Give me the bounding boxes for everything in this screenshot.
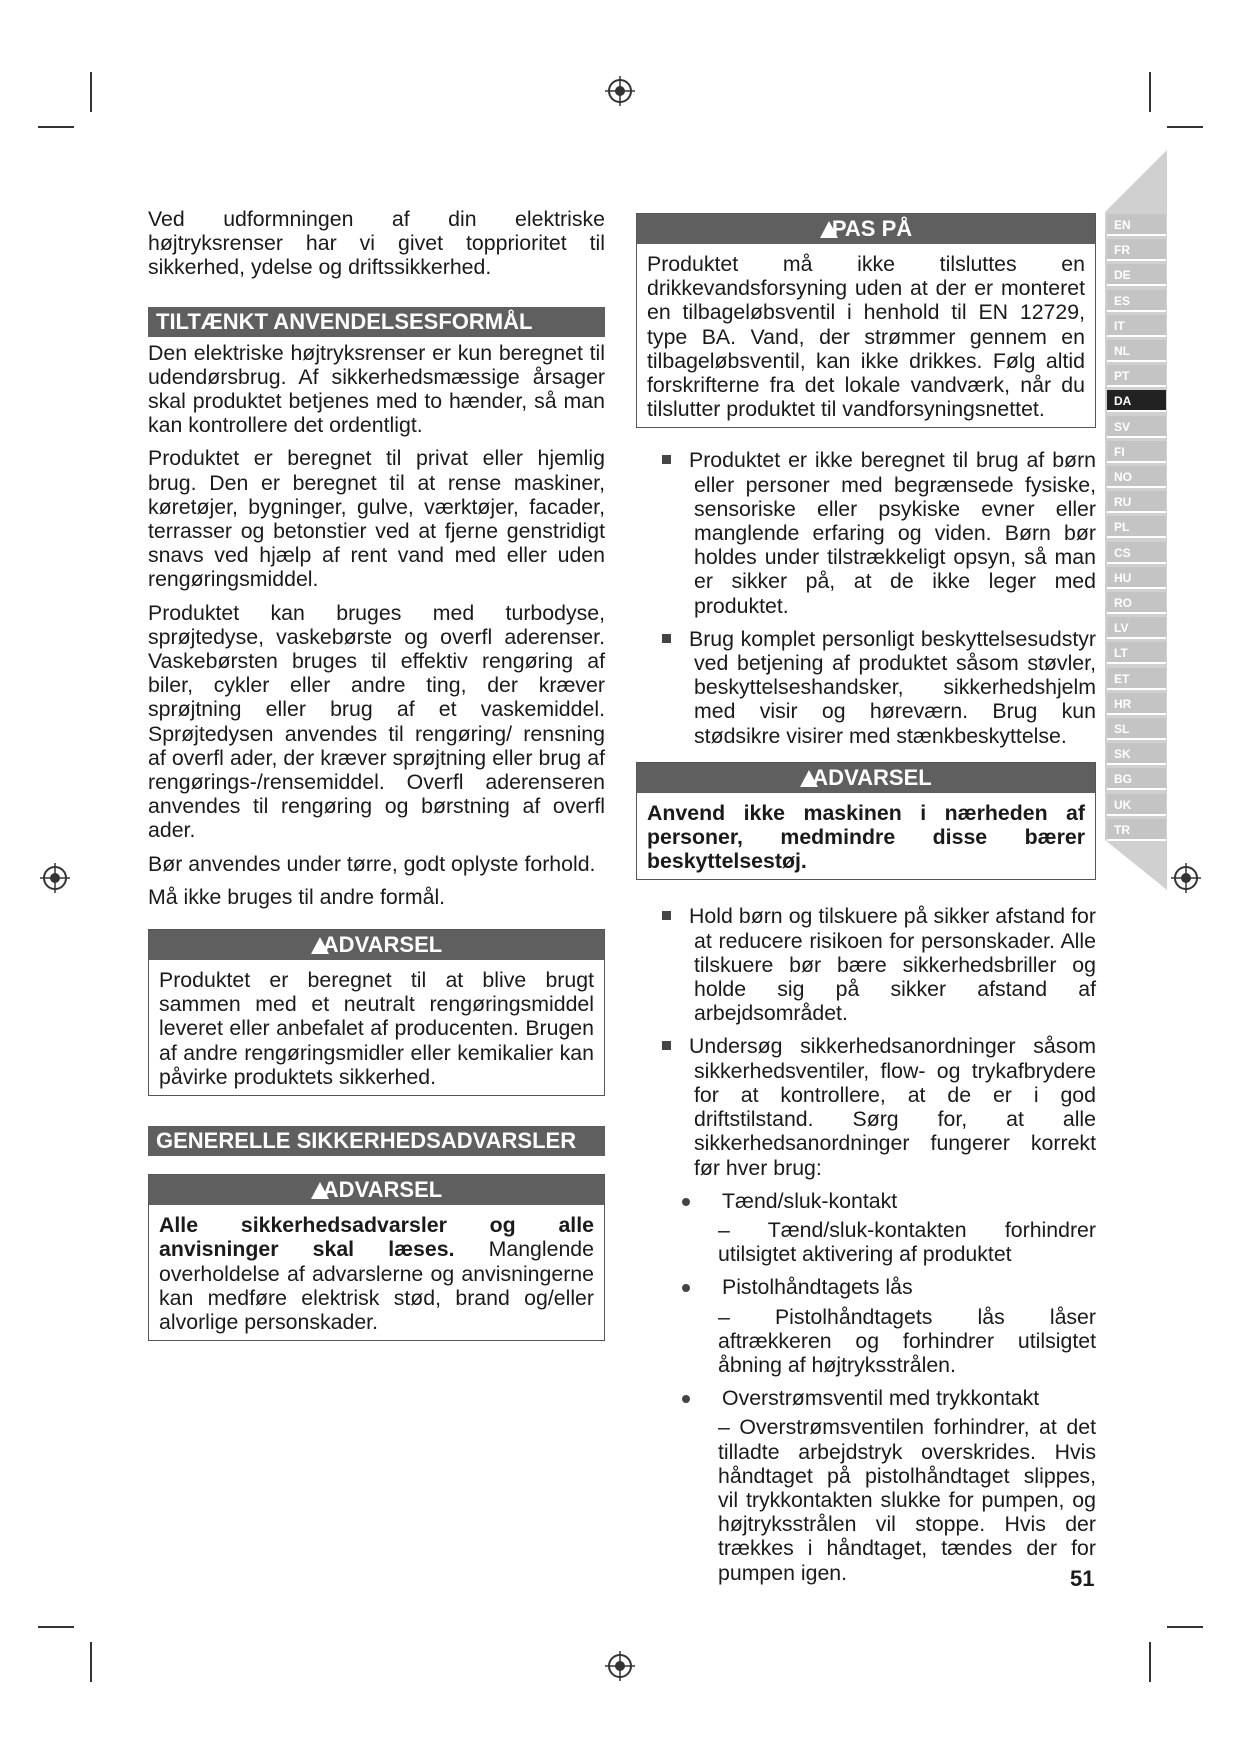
- language-tab-nl: NL: [1107, 340, 1166, 362]
- language-tab-pl: PL: [1107, 516, 1166, 538]
- registration-mark-icon: [605, 1651, 635, 1681]
- warning-box: [148, 929, 605, 1096]
- square-bullet-icon: [662, 1041, 671, 1050]
- bullet-list: [636, 448, 1096, 747]
- list-item: Brug komplet personligt beskyttelsesudstyr ved betjening af produktet såsom støvler, beskyttelseshandsker, sikkerhedshjelm med visir og høreværn. Brug kun stødsikre visirer med stænkbeskyttelse.: [662, 627, 1096, 748]
- paragraph: Produktet kan bruges med turbodyse, sprøjtedyse, vaskebørste og overfl aderenser. Vaskebørsten bruges til effektiv rengøring af biler, cykler eller andre ting, der kræver sprøjtning eller brug af et vaskemiddel. Sprøjtedysen anvendes til rengøring/ rensning af overfl ader, der kræver sprøjtning eller brug af rengørings-/rensemiddel. Overfl aderenseren anvendes til rengøring og børstning af overfl ader.: [148, 600, 605, 843]
- crop-mark: [90, 72, 92, 112]
- round-bullet-icon: [682, 1284, 690, 1292]
- language-tab-ru: RU: [1107, 491, 1166, 513]
- paragraph: Må ikke bruges til andre formål.: [148, 884, 446, 909]
- page-number: 51: [1070, 1566, 1095, 1591]
- language-tab-da: DA: [1107, 390, 1166, 412]
- device-item: Tænd/sluk-kontakt: [662, 1189, 1096, 1213]
- square-bullet-icon: [662, 634, 671, 643]
- paragraph: Den elektriske højtryksrenser er kun beregnet til udendørsbrug. Af sikkerhedsmæssige årsager skal produktet betjenes med to hænder, så man kan kontrollere det ordentligt.: [148, 340, 605, 438]
- language-tab-ro: RO: [1107, 592, 1166, 614]
- round-bullet-icon: [682, 1198, 690, 1206]
- language-tab-hu: HU: [1107, 567, 1166, 589]
- warning-text: Anvend ikke maskinen i nærheden af personer, medmindre disse bærer beskyttelsestøj.: [647, 800, 1085, 874]
- paragraph: Produktet er beregnet til privat eller hjemlig brug. Den er beregnet til at rense maskiner, køretøjer, bygninger, gulve, værktøjer, facader, terrasser og betonstier ved at fjerne genstridigt snavs ved hjælp af rent vand med eller uden rengøringsmiddel.: [148, 446, 605, 592]
- language-tab-uk: UK: [1107, 794, 1166, 816]
- warning-text: Manglende overholdelse af advarslerne og anvisningerne kan medføre elektrisk stød, brand og/eller alvorlige personskader.: [159, 1237, 594, 1334]
- device-description: – Tænd/sluk-kontakten forhindrer utilsigtet aktivering af produktet: [718, 1217, 1096, 1267]
- warning-box: [636, 762, 1096, 881]
- language-tab-no: NO: [1107, 466, 1166, 488]
- language-tab-fi: FI: [1107, 441, 1166, 463]
- warning-bold-text: Alle sikkerhedsadvarsler og alle anvisninger skal læses.: [159, 1213, 594, 1262]
- language-tab-hr: HR: [1107, 693, 1166, 715]
- device-item: Overstrømsventil med trykkontakt: [662, 1386, 1096, 1410]
- square-bullet-icon: [662, 911, 671, 920]
- warning-title: ADVARSEL: [322, 1177, 443, 1203]
- language-tab-en: EN: [1107, 214, 1166, 236]
- crop-mark: [90, 1642, 92, 1682]
- list-item: Hold børn og tilskuere på sikker afstand for at reducere risikoen for personskader. Alle tilskuere bør bære sikkerhedsbriller og holde sig på sikker afstand af arbejdsområdet.: [662, 904, 1096, 1025]
- right-column: [636, 213, 1096, 1594]
- language-tab-de: DE: [1107, 264, 1166, 286]
- crop-mark: [1149, 1642, 1151, 1682]
- language-tab-sl: SL: [1107, 718, 1166, 740]
- caution-text: Produktet må ikke tilsluttes en drikkevandsforsyning uden at der er monteret en tilbageløbsventil i henhold til EN 12729, type BA. Vand, der strømmer gennem en tilbageløbsventil, kan ikke drikkes. Følg altid forskrifterne fra det lokale vandværk, når du tilslutter produktet til vandforsyningsnettet.: [647, 252, 1085, 422]
- language-tab-lt: LT: [1107, 642, 1166, 664]
- language-tab-es: ES: [1107, 290, 1166, 312]
- language-tab-tr: TR: [1107, 819, 1166, 841]
- crop-mark: [38, 126, 74, 128]
- warning-box: [148, 1174, 605, 1341]
- bullet-list: [636, 904, 1096, 1584]
- paragraph: Bør anvendes under tørre, godt oplyste forhold.: [148, 851, 596, 876]
- square-bullet-icon: [662, 455, 671, 464]
- caution-box: [636, 213, 1096, 428]
- device-description: – Pistolhåndtagets lås låser aftrækkeren og forhindrer utilsigtet åbning af højtryksstrålen.: [718, 1304, 1096, 1377]
- crop-mark: [1167, 1626, 1203, 1628]
- section-heading: GENERELLE SIKKERHEDSADVARSLER: [148, 1126, 605, 1156]
- warning-text: Produktet er beregnet til at blive brugt sammen med et neutralt rengøringsmiddel leveret eller anbefalet af producenten. Brugen af andre rengøringsmidler eller kemikalier kan påvirke produktets sikkerhed.: [159, 968, 594, 1089]
- registration-mark-icon: [1171, 863, 1201, 893]
- crop-mark: [1149, 72, 1151, 112]
- device-description: – Overstrømsventilen forhindrer, at det tilladte arbejdstryk overskrides. Hvis håndtaget på pistolhåndtaget slippes, vil trykkontakten slukke for pumpen, og højtryksstrålen vil stoppe. Hvis der trækkes i håndtaget, tændes der for pumpen igen.: [718, 1415, 1096, 1585]
- language-tab-bg: BG: [1107, 768, 1166, 790]
- registration-mark-icon: [40, 863, 70, 893]
- language-tab-lv: LV: [1107, 617, 1166, 639]
- language-tab-cs: CS: [1107, 542, 1166, 564]
- language-tab-pt: PT: [1107, 365, 1166, 387]
- language-tab-fr: FR: [1107, 239, 1166, 261]
- crop-mark: [38, 1626, 74, 1628]
- left-column: [148, 207, 605, 1357]
- list-item: Undersøg sikkerhedsanordninger såsom sikkerhedsventiler, flow- og trykafbrydere for at kontrollere, at de er i god driftstilstand. Sørg for, at alle sikkerhedsanordninger fungerer korrekt før hver brug:: [662, 1034, 1096, 1179]
- crop-mark: [1167, 126, 1203, 128]
- list-item: Produktet er ikke beregnet til brug af børn eller personer med begrænsede fysiske, sensoriske eller psykiske evner eller manglende erfaring og viden. Børn bør holdes under tilstrækkeligt opsyn, så man er sikker på, at de ikke leger med produktet.: [662, 448, 1096, 617]
- round-bullet-icon: [682, 1395, 690, 1403]
- language-tab-sk: SK: [1107, 743, 1166, 765]
- language-tab-et: ET: [1107, 668, 1166, 690]
- section-heading: TILTÆNKT ANVENDELSESFORMÅL: [148, 307, 605, 337]
- registration-mark-icon: [605, 76, 635, 106]
- language-tab-sv: SV: [1107, 416, 1166, 438]
- intro-text: Ved udformningen af din elektriske højtryksrenser har vi givet topprioritet til sikkerhed, ydelse og driftssikkerhed.: [148, 207, 605, 280]
- caution-title: PAS PÅ: [831, 216, 913, 241]
- language-tab-it: IT: [1107, 315, 1166, 337]
- device-item: Pistolhåndtagets lås: [662, 1275, 1096, 1299]
- warning-title: ADVARSEL: [322, 932, 443, 958]
- warning-title: ADVARSEL: [812, 764, 932, 790]
